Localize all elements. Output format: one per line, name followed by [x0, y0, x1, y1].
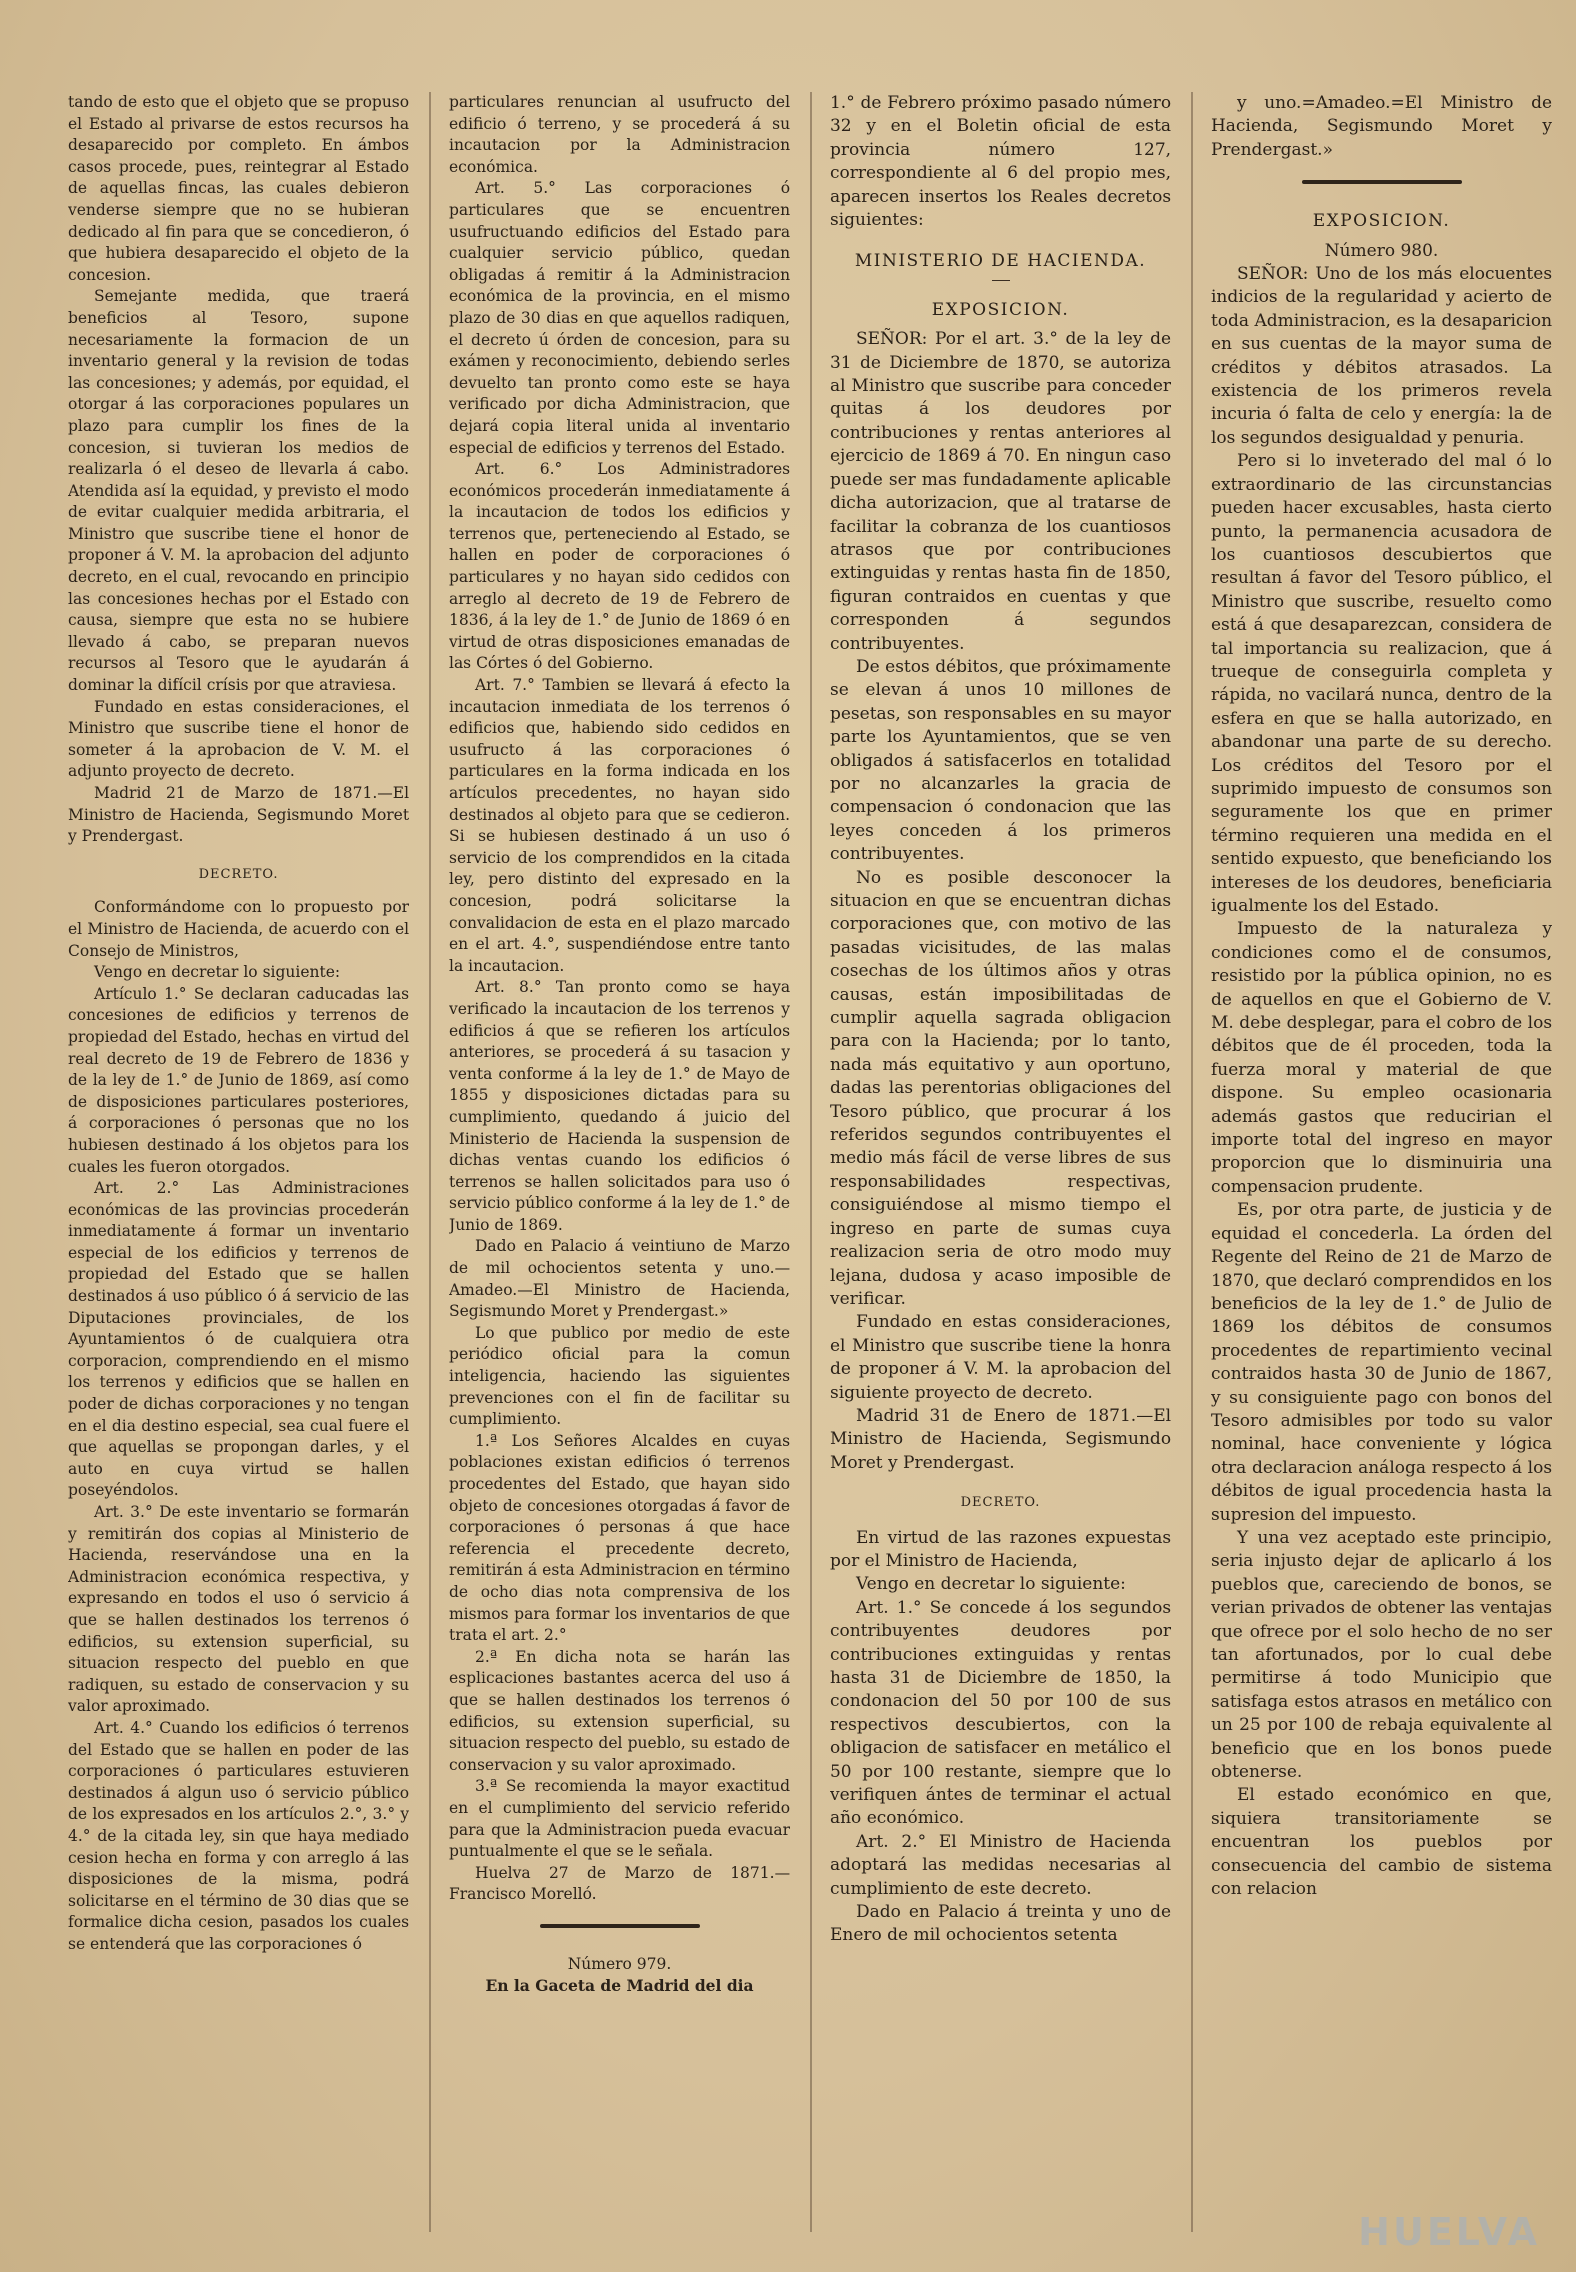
paragraph: En virtud de las razones expuestas por el Ministro de Hacienda,: [829, 1527, 1172, 1571]
paragraph: Lo que publico por medio de este periódico oficial para la comun inteligencia, haciendo las siguientes prevenciones con el fin de facilitar su cumplimiento.: [448, 1323, 791, 1429]
paragraph: El estado económico en que, siquiera transitoriamente se encuentran los pueblos por consecuencia del cambio de sistema con relacion: [1210, 1785, 1553, 1900]
paragraph: De estos débitos, que próximamente se elevan á unos 10 millones de pesetas, son responsables en su mayor parte los Ayuntamientos, que se ven obligados á satisfacerlos en totalidad por no alcanzarles la gracia de compensacion ó condonacion que las leyes conceden á los primeros contribuyentes.: [829, 656, 1172, 865]
column-3: [830, 92, 1171, 2232]
section-heading: DECRETO.: [198, 866, 279, 882]
paragraph: y uno.=Amadeo.=El Ministro de Hacienda, Segismundo Moret y Prendergast.»: [1210, 93, 1553, 160]
columns: [68, 92, 1552, 2232]
paragraph: Y una vez aceptado este principio, seria injusto dejar de aplicarlo á los pueblos que, careciendo de bonos, se verian privados de obtener las ventajas que ofrece por el solo hecho de no ser tan afortunados, por lo cual debe permitirse á todo Municipio que satisfaga estos atrasos en metálico con un 25 por 100 de rebaja equivalente al beneficio que en los bonos puede obtenerse.: [1210, 1527, 1553, 1783]
section-heading: EXPOSICION.: [931, 299, 1070, 320]
paragraph: Pero si lo inveterado del mal ó lo extraordinario de las circunstancias pueden hacer excusables, hasta cierto punto, la permanencia acusadora de los cuantiosos descubiertos que resultan á favor del Tesoro público, el Ministro que suscribe, resuelto como está á que desaparezcan, considera de tal importancia su realizacion, que á trueque de conseguirla completa y rápida, no vacilará nunca, dentro de la esfera en que se halla autorizado, en abandonar una parte de su derecho. Los créditos del Tesoro por el suprimido impuesto de consumos son seguramente los que en primer término requieren una medida en el sentido expuesto, que beneficiando los intereses de los deudores, beneficiaria igualmente los del Estado.: [1210, 451, 1553, 916]
paragraph: Art. 6.° Los Administradores económicos procederán inmediatamente á la incautacion de todos los edificios y terrenos que, perteneciendo al Estado, se hallen en poder de corporaciones ó particulares y no hayan sido cedidos con arreglo al decreto de 19 de Febrero de 1836, á la ley de 1.° de Junio de 1869 ó en virtud de otras disposiciones emanadas de las Córtes ó del Gobierno.: [448, 460, 791, 673]
paragraph: Madrid 21 de Marzo de 1871.—El Ministro de Hacienda, Segismundo Moret y Prendergast.: [68, 784, 410, 846]
notice-number: Número 980.: [1324, 240, 1439, 261]
paragraph: 1.ª Los Señores Alcaldes en cuyas poblaciones existan edificios ó terrenos procedentes del Estado, que hayan sido objeto de concesiones otorgadas á favor de corporaciones ó personas á que hace referencia el precedente decreto, remitirán á esta Administracion en término de ocho dias nota comprensiva de los mismos para formar los inventarios de que trata el art. 2.°: [448, 1431, 791, 1645]
paragraph: Art. 1.° Se concede á los segundos contribuyentes deudores por contribuciones extinguidas y rentas hasta 31 de Diciembre de 1850, la condonacion del 50 por 100 de sus respectivos descubiertos, con la obligacion de satisfacer en metálico el 50 por 100 restante, siempre que lo verifiquen ántes de terminar el actual año económico.: [829, 1597, 1172, 1829]
paragraph: Semejante medida, que traerá beneficios al Tesoro, supone necesariamente la formacion de un inventario general y la revision de todas las concesiones; y además, por equidad, el otorgar á las corporaciones populares un plazo para cumplir los fines de la concesion, si tuvieran los medios de realizarla ó el deseo de llevarla á cabo. Atendida así la equidad, y previsto el modo de evitar cualquier medida arbitraria, el Ministro que suscribe tiene el honor de proponer á V. M. la aprobacion del adjunto decreto, en el cual, revocando en principio las concesiones hechas por el Estado con causa, siempre que esta no se hubiere llevado á cabo, se preparan nuevos recursos al Tesoro que le ayudarán á dominar la difícil crísis por que atraviesa.: [68, 287, 410, 695]
column-rule: [810, 92, 812, 2232]
paragraph: Huelva 27 de Marzo de 1871.—Francisco Morelló.: [448, 1863, 791, 1904]
paragraph: Art. 4.° Cuando los edificios ó terrenos del Estado que se hallen en poder de las corporaciones ó particulares estuvieren destinados á algun uso ó servicio público de los expresados en los artículos 2.°, 3.° y 4.° de la citada ley, sin que haya mediado cesion hecha en forma y con arreglo á las disposiciones de la misma, podrá solicitarse en el término de 30 dias que se formalice dicha cesion, pasados los cuales se entenderá que las corporaciones ó: [68, 1718, 410, 1953]
paragraph: Artículo 1.° Se declaran caducadas las concesiones de edificios y terrenos de propiedad del Estado, hechas en virtud del real decreto de 19 de Febrero de 1836 y de la ley de 1.° de Junio de 1869, así como de disposiciones particulares posteriores, á corporaciones ó personas que no los hubiesen destinado á los objetos para los cuales les fueron otorgados.: [68, 984, 410, 1176]
paragraph: 3.ª Se recomienda la mayor exactitud en el cumplimiento del servicio referido para que la Administracion pueda evacuar puntualmente el que se le señala.: [448, 1777, 791, 1861]
paragraph: Art. 5.° Las corporaciones ó particulares que se encuentren usufructuando edificios del Estado para cualquier servicio público, quedan obligadas á remitir á la Administracion económica de la provincia, en el mismo plazo de 30 dias en que aquellos radiquen, el decreto ú órden de concesion, para su exámen y reconocimiento, debiendo serles devuelto tan pronto como este se haya verificado por dicha Administracion, que dejará copia literal unida al inventario especial de edificios y terrenos del Estado.: [448, 179, 791, 457]
paragraph: Fundado en estas consideraciones, el Ministro que suscribe tiene la honra de proponer á V. M. la aprobacion del siguiente proyecto de decreto.: [829, 1312, 1172, 1403]
paragraph: Art. 2.° Las Administraciones económicas de las provincias procederán inmediatamente á formar un inventario especial de los edificios y terrenos de propiedad del Estado que se hallen destinados á uso público ó á servicio de las Diputaciones provinciales, de los Ayuntamientos ó de cualquiera otra corporacion, comprendiendo en el mismo los terrenos y edificios que se hallen en poder de dichas corporaciones y no tengan en el dia destino especial, sea cual fuere el que aquellas se propongan darles, y el auto en cuya virtud se hallen poseyéndolos.: [68, 1179, 410, 1500]
paragraph: Fundado en estas consideraciones, el Ministro que suscribe tiene el honor de someter á la aprobacion de V. M. el adjunto proyecto de decreto.: [68, 697, 410, 781]
column-rule: [429, 92, 431, 2232]
paragraph: Vengo en decretar lo siguiente:: [855, 1574, 1126, 1595]
section-rule: [1302, 180, 1462, 184]
paragraph: No es posible desconocer la situacion en que se encuentran dichas corporaciones que, con motivo de las pasadas vicisitudes, de las malas cosechas de los últimos años y otras causas, están imposibilitadas de cumplir aquella sagrada obligacion para con la Hacienda; por lo tanto, nada más equitativo y aun oportuno, dadas las perentorias obligaciones del Tesoro público, que procurar á los referidos segundos contribuyentes el medio más fácil de verse libres de sus responsabilidades respectivas, consiguiéndose al mismo tiempo el ingreso en parte de sumas cuya realizacion seria de otro modo muy lejana, dudosa y acaso imposible de verificar.: [829, 867, 1172, 1309]
column-1: [68, 92, 409, 2232]
paragraph: Conformándome con lo propuesto por el Ministro de Hacienda, de acuerdo con el Consejo de Ministros,: [68, 898, 410, 960]
paragraph: 1.° de Febrero próximo pasado número 32 y en el Boletin oficial de esta provincia número 127, correspondiente al 6 del propio mes, aparecen insertos los Reales decretos siguientes:: [829, 93, 1172, 231]
section-rule: [540, 1924, 700, 1928]
section-heading: MINISTERIO DE HACIENDA.: [854, 251, 1147, 272]
paragraph: Art. 3.° De este inventario se formarán y remitirán dos copias al Ministerio de Hacienda, reservándose una en la Administracion económica respectiva, y expresando en todos el uso ó servicio á que se hallen destinados los terrenos ó edificios, su extension superficial, su situacion respecto del pueblo en que radiquen, su estado de conservacion y su valor aproximado.: [68, 1503, 410, 1716]
paragraph: SEÑOR: Por el art. 3.° de la ley de 31 de Diciembre de 1870, se autoriza al Ministro que suscribe para conceder quitas á los deudores por contribuciones y rentas anteriores al ejercicio de 1869 á 70. En ningun caso puede ser mas fundadamente aplicable dicha autorizacion, que al tratarse de facilitar la cobranza de los cuantiosos atrasos que por contribuciones extinguidas y rentas hasta fin de 1850, figuran contraidos en cuentas y que corresponden á segundos contribuyentes.: [829, 329, 1172, 654]
paragraph: Dado en Palacio á veintiuno de Marzo de mil ochocientos setenta y uno.—Amadeo.—El Ministro de Hacienda, Segismundo Moret y Prendergast.»: [448, 1237, 791, 1321]
paragraph: Dado en Palacio á treinta y uno de Enero de mil ochocientos setenta: [829, 1902, 1172, 1946]
archive-watermark: HUELVA: [1358, 2210, 1540, 2254]
paragraph: particulares renuncian al usufructo del edificio ó terreno, y se procederá á su incautacion por la Administracion económica.: [448, 93, 791, 176]
column-rule: [1191, 92, 1193, 2232]
paragraph: Vengo en decretar lo siguiente:: [94, 963, 341, 982]
column-2: [449, 92, 790, 2232]
paragraph: Madrid 31 de Enero de 1871.—El Ministro de Hacienda, Segismundo Moret y Prendergast.: [829, 1405, 1172, 1473]
section-heading: DECRETO.: [960, 1495, 1041, 1511]
paragraph: Es, por otra parte, de justicia y de equidad el concederla. La órden del Regente del Reino de 21 de Marzo de 1870, que declaró comprendidos en los beneficios de la ley de 1.° de Julio de 1869 los débitos de consumos procedentes de repartimiento vecinal contraidos hasta 30 de Junio de 1867, y su consiguiente pago con bonos del Tesoro admisibles por todo su valor nominal, hace conveniente y lógica otra declaracion análoga respecto á los débitos de igual procedencia hasta la supresion del impuesto.: [1210, 1200, 1553, 1525]
section-heading: EXPOSICION.: [1312, 211, 1451, 232]
column-4: [1211, 92, 1552, 2232]
paragraph: Art. 7.° Tambien se llevará á efecto la incautacion inmediata de los terrenos ó edificios que, habiendo sido cedidos en usufructo á las corporaciones ó particulares en la forma indicada en los artículos precedentes, no hayan sido destinados al objeto para que se cedieron. Si se hubiesen destinado á un uso ó servicio de los comprendidos en la citada ley, pero distinto del expresado en la concesion, podrá solicitarse la convalidacion de esta en el plazo marcado en el art. 4.°, suspendiéndose entre tanto la incautacion.: [448, 676, 791, 975]
short-dash: [992, 280, 1010, 281]
paragraph: tando de esto que el objeto que se propuso el Estado al privarse de estos recursos ha desaparecido por completo. En ámbos casos procede, pues, reintegrar al Estado de aquellas fincas, las cuales debieron venderse siempre que no se hubieran dedicado al fin para que se concedieron, ó que hubiera desaparecido el objeto de la concesion.: [68, 93, 410, 284]
paragraph: Art. 2.° El Ministro de Hacienda adoptará las medidas necesarias al cumplimiento de este decreto.: [829, 1831, 1172, 1899]
paragraph: 2.ª En dicha nota se harán las esplicaciones bastantes acerca del uso á que se hallen destinados los terrenos ó edificios, su extension superficial, su situacion respecto del pueblo, su estado de conservacion y su valor aproximado.: [448, 1647, 791, 1774]
paragraph: SEÑOR: Uno de los más elocuentes indicios de la regularidad y acierto de toda Administracion, es la desaparicion en sus cuentas de la mayor suma de créditos y débitos atrasados. La existencia de los primeros revela incuria ó falta de celo y energía: la de los segundos desigualdad y penuria.: [1210, 264, 1553, 448]
paragraph: Art. 8.° Tan pronto como se haya verificado la incautacion de los terrenos y edificios á que se refieren los artículos anteriores, se procederá á su tasacion y venta conforme á la ley de 1.° de Mayo de 1855 y disposiciones dictadas para su cumplimiento, quedando á juicio del Ministerio de Hacienda la suspension de dichas ventas cuando los edificios ó terrenos se hallen solicitados para uso ó servicio público conforme á la ley de 1.° de Junio de 1869.: [448, 978, 791, 1234]
paragraph: Impuesto de la naturaleza y condiciones como el de consumos, resistido por la pública opinion, no es de aquellos en que el Gobierno de V. M. debe desplegar, para el cobro de los débitos que de él proceden, toda la fuerza moral y material de que dispone. Su empleo ocasionaria además gastos que reducirian el importe total del ingreso en mayor proporcion que lo disminuiria una compensacion prudente.: [1210, 919, 1553, 1197]
notice-number: Número 979.: [567, 1954, 672, 1973]
notice-intro: En la Gaceta de Madrid del dia: [485, 1976, 754, 1996]
